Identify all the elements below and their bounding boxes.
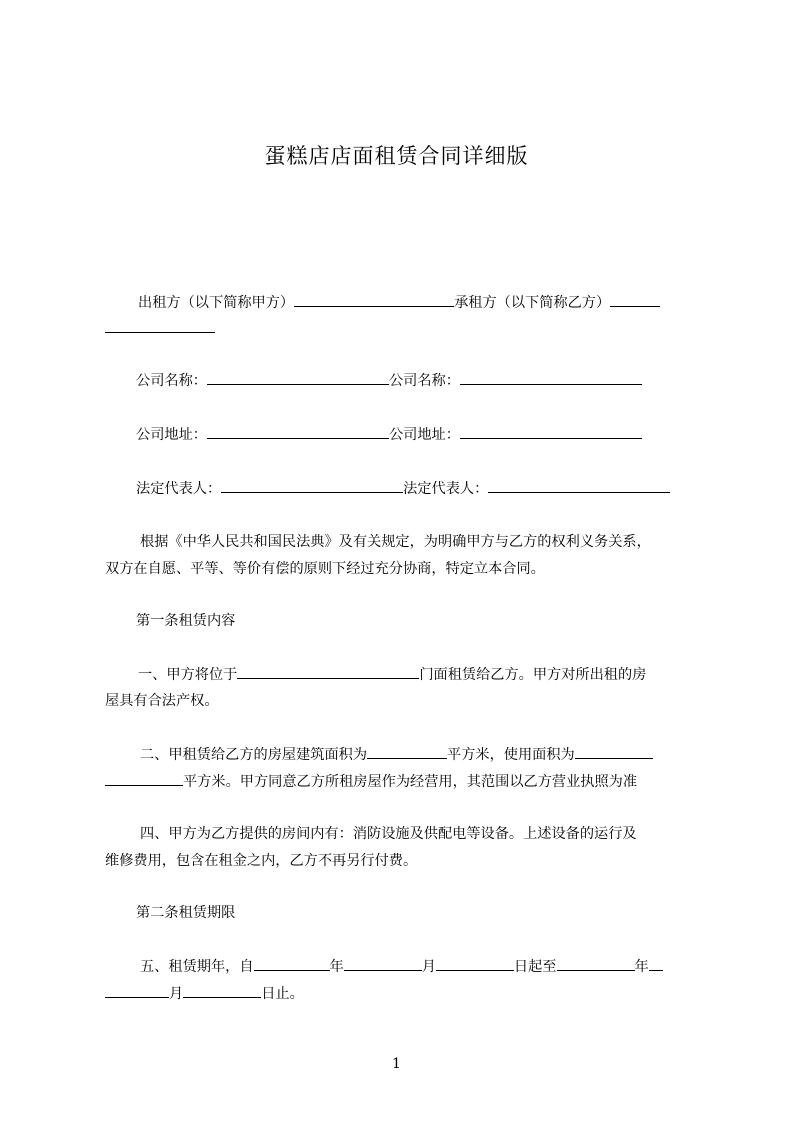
end-month-blank-start — [649, 956, 663, 971]
item1-text-a: 一、甲方将位于 — [138, 667, 238, 683]
building-area-blank — [367, 744, 447, 759]
company-name-blank-b — [460, 370, 642, 385]
company-address-blank-b — [460, 424, 642, 439]
company-name-label-b: 公司名称： — [388, 373, 460, 389]
end-year-blank — [557, 956, 635, 971]
legal-rep-blank-a — [221, 478, 403, 493]
parties-line-cont — [105, 318, 215, 339]
article1-heading: 第一条租赁内容 — [136, 613, 236, 629]
end-month-unit: 月 — [169, 986, 184, 1002]
day-end-text: 日止。 — [261, 986, 304, 1002]
item5-line-2 — [105, 983, 304, 1004]
page-number: 1 — [392, 1056, 401, 1072]
start-year-unit: 年 — [329, 959, 344, 975]
end-day-blank — [183, 983, 261, 998]
start-month-unit: 月 — [421, 959, 436, 975]
lessor-label: 出租方（以下简称甲方） — [138, 295, 295, 311]
legal-rep-line — [136, 478, 670, 499]
item1-location-blank — [237, 664, 419, 679]
item1-line — [138, 664, 646, 685]
item1-text-b: 门面租赁给乙方。甲方对所出租的房 — [419, 667, 647, 683]
legal-rep-label-b: 法定代表人： — [403, 481, 489, 497]
intro-line-2: 双方在自愿、平等、等价有偿的原则下经过充分协商，特定立本合同。 — [105, 561, 545, 577]
company-address-label-a: 公司地址： — [136, 427, 207, 443]
company-address-line — [136, 424, 642, 445]
company-name-label-a: 公司名称： — [136, 373, 207, 389]
item1-line-2: 屋具有合法产权。 — [105, 693, 219, 709]
start-day-blank — [436, 956, 514, 971]
item4-line-2: 维修费用，包含在租金之内，乙方不再另行付费。 — [105, 853, 418, 869]
company-name-line — [136, 370, 642, 391]
day-from-text: 日起至 — [513, 959, 557, 975]
company-name-blank-a — [207, 370, 389, 385]
article2-heading: 第二条租赁期限 — [136, 905, 236, 921]
usable-area-blank-cont — [105, 771, 183, 786]
item2-text-b: 平方米，使用面积为 — [447, 747, 575, 763]
end-month-blank — [105, 983, 169, 998]
item2-text-c: 平方米。甲方同意乙方所租房屋作为经营用，其范围以乙方营业执照为准 — [183, 774, 638, 790]
start-month-blank — [344, 956, 422, 971]
item5-text-a: 五、租赁期年，自 — [140, 959, 254, 975]
lessee-blank-cont — [105, 318, 215, 333]
item5-line — [140, 956, 663, 977]
company-address-label-b: 公司地址： — [388, 427, 460, 443]
start-year-blank — [254, 956, 330, 971]
lessee-blank — [610, 292, 660, 307]
company-address-blank-a — [207, 424, 389, 439]
lessor-blank — [294, 292, 454, 307]
item2-line — [140, 744, 653, 765]
legal-rep-label-a: 法定代表人： — [136, 481, 222, 497]
end-year-unit: 年 — [634, 959, 649, 975]
lessee-label: 承租方（以下简称乙方） — [454, 295, 611, 311]
item2-text-a: 二、甲租赁给乙方的房屋建筑面积为 — [140, 747, 368, 763]
legal-rep-blank-b — [488, 478, 670, 493]
item2-line-2 — [105, 771, 637, 792]
parties-line — [138, 292, 660, 313]
intro-line-1: 根据《中华人民共和国民法典》及有关规定，为明确甲方与乙方的权利义务关系， — [140, 534, 651, 550]
document-title: 蛋糕店店面租赁合同详细版 — [264, 144, 529, 168]
item4-line: 四、甲方为乙方提供的房间内有：消防设施及供配电等设备。上述设备的运行及 — [140, 826, 637, 842]
usable-area-blank — [575, 744, 653, 759]
